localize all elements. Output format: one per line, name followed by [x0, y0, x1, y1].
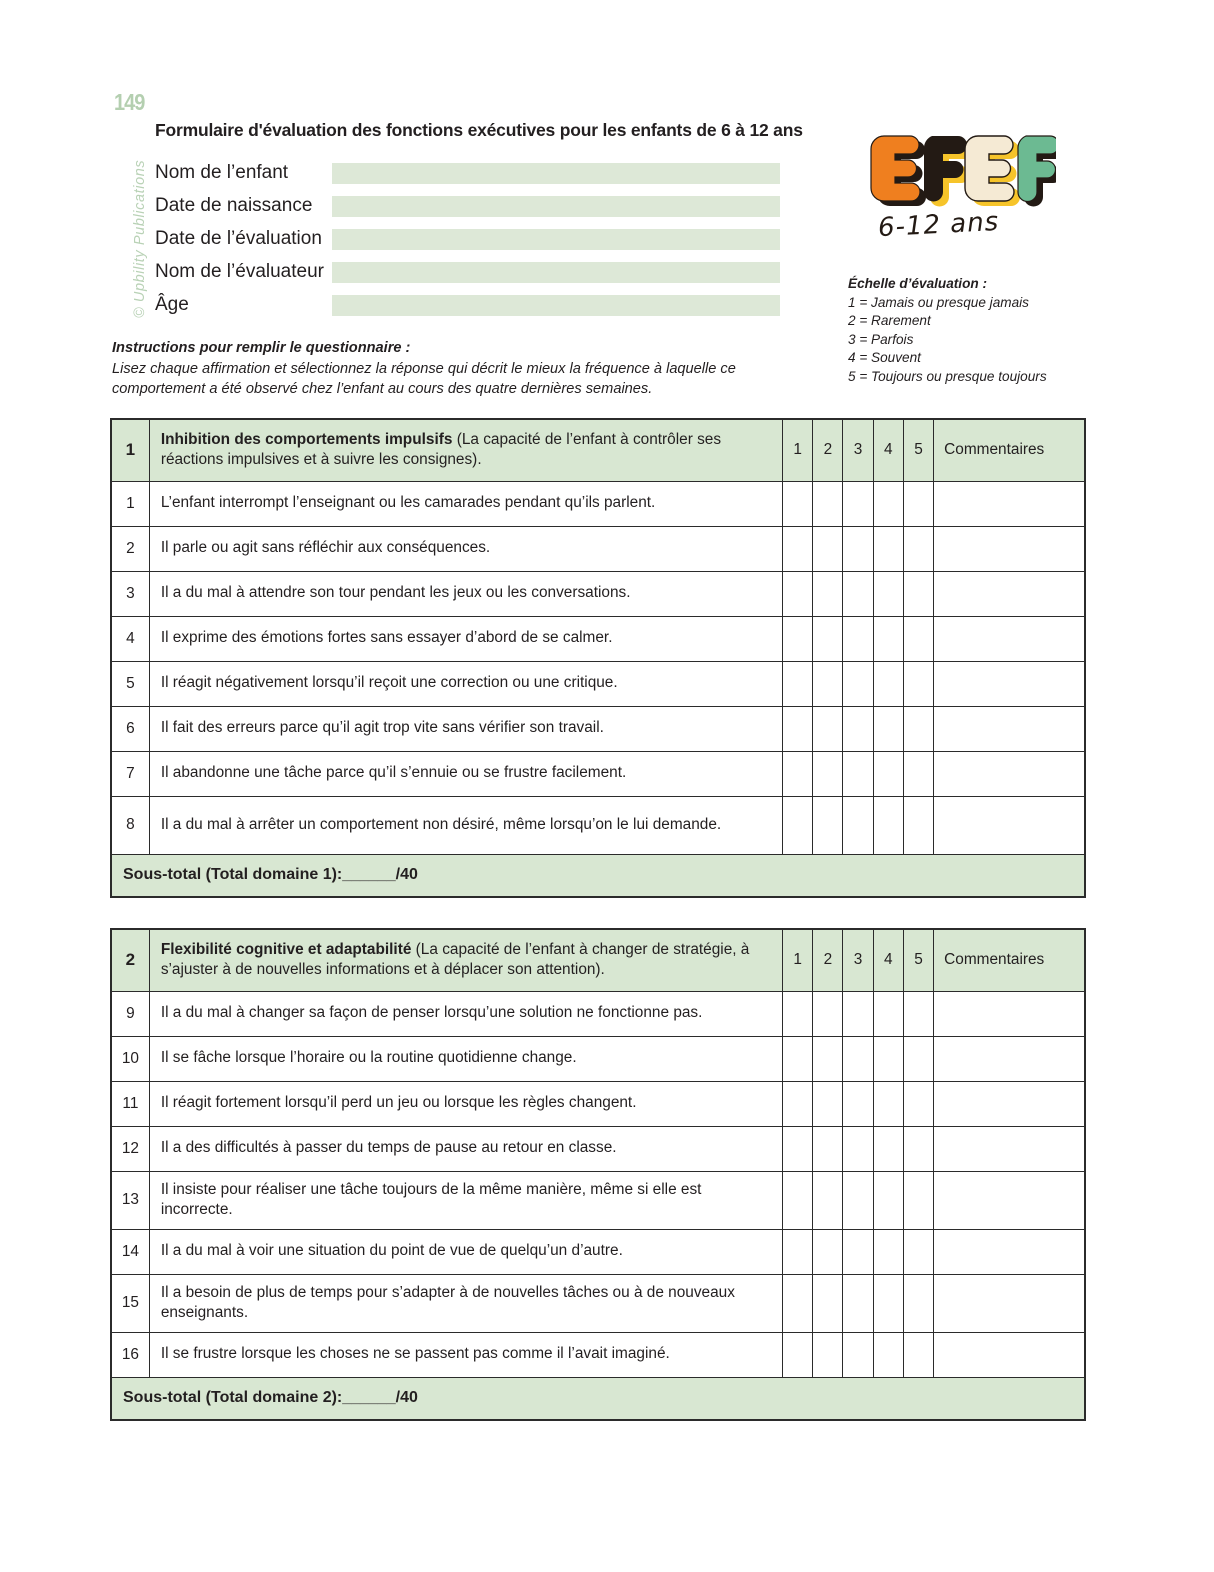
rating-checkbox-3[interactable] [843, 616, 873, 661]
rating-checkbox-3[interactable] [843, 1036, 873, 1081]
rating-scale-line: 5 = Toujours ou presque toujours [848, 369, 1047, 385]
side-rail [108, 92, 154, 332]
rating-checkbox-3[interactable] [843, 1274, 873, 1332]
table-row [111, 661, 1085, 706]
table-row [111, 1229, 1085, 1274]
logo-letter-e-orange [871, 136, 926, 206]
rating-checkbox-2[interactable] [813, 1036, 843, 1081]
identity-field-row [155, 224, 780, 255]
item-statement: Il exprime des émotions fortes sans essayer d’abord de se calmer. [160, 629, 613, 647]
item-statement-cell [149, 991, 782, 1036]
rating-checkbox-1[interactable] [783, 1126, 813, 1171]
item-statement: Il parle ou agit sans réfléchir aux conséquences. [160, 539, 491, 557]
rating-checkbox-1[interactable] [783, 1036, 813, 1081]
rating-checkbox-2[interactable] [813, 661, 843, 706]
rating-checkbox-4[interactable] [873, 751, 903, 796]
item-statement-cell [149, 616, 782, 661]
domain-header-row [111, 929, 1085, 991]
item-statement-cell [149, 1126, 782, 1171]
subtotal-row [111, 1377, 1085, 1420]
rating-checkbox-2[interactable] [813, 571, 843, 616]
item-statement: Il a des difficultés à passer du temps de pause au retour en classe. [160, 1139, 617, 1157]
subtotal-label[interactable]: Sous-total (Total domaine 1):______/40 [111, 854, 1085, 897]
domain-description: (La capacité de l’enfant à changer de stratégie, à s’ajuster à de nouvelles informations et à déplacer son attention). [160, 940, 750, 979]
rating-checkbox-5[interactable] [903, 706, 933, 751]
rating-checkbox-5[interactable] [903, 1274, 933, 1332]
rating-column-header-2: 2 [813, 929, 843, 991]
identity-field-input[interactable] [332, 262, 780, 283]
item-statement: Il abandonne une tâche parce qu’il s’ennuie ou se frustre facilement. [160, 764, 627, 782]
item-statement: Il a besoin de plus de temps pour s’adapter à de nouvelles tâches ou à de nouveaux enseignants. [160, 1283, 735, 1321]
table-row [111, 571, 1085, 616]
item-statement-cell [149, 571, 782, 616]
comment-input-cell[interactable] [934, 1332, 1085, 1377]
rating-checkbox-4[interactable] [873, 571, 903, 616]
rating-scale-line: 4 = Souvent [848, 350, 921, 366]
rating-checkbox-2[interactable] [813, 1274, 843, 1332]
rating-checkbox-5[interactable] [903, 616, 933, 661]
item-number: 1 [111, 481, 149, 526]
rating-checkbox-5[interactable] [903, 1171, 933, 1229]
identity-field-row [155, 290, 780, 321]
rating-checkbox-4[interactable] [873, 796, 903, 854]
rating-checkbox-1[interactable] [783, 616, 813, 661]
domain-2-body [111, 929, 1085, 1420]
domain-header-row [111, 419, 1085, 481]
rating-checkbox-4[interactable] [873, 1274, 903, 1332]
identity-field-label: Âge [155, 294, 189, 316]
domain-1-body [111, 419, 1085, 897]
rating-scale-line: 2 = Rarement [848, 313, 931, 329]
table-row [111, 1081, 1085, 1126]
rating-checkbox-2[interactable] [813, 991, 843, 1036]
rating-column-header-3: 3 [843, 929, 873, 991]
rating-column-header-1: 1 [783, 419, 813, 481]
instructions-body: Lisez chaque affirmation et sélectionnez la réponse qui décrit le mieux la fréquence à laquelle ce comportement a été observé chez l’enfant au cours des quatre dernières semaines. [112, 360, 736, 398]
rating-checkbox-2[interactable] [813, 751, 843, 796]
rating-checkbox-3[interactable] [843, 991, 873, 1036]
rating-checkbox-4[interactable] [873, 526, 903, 571]
item-number: 14 [111, 1229, 149, 1274]
comment-input-cell[interactable] [934, 481, 1085, 526]
rating-column-header-2: 2 [813, 419, 843, 481]
comment-input-cell[interactable] [934, 706, 1085, 751]
table-row [111, 1126, 1085, 1171]
domain-number: 2 [111, 929, 149, 991]
rating-checkbox-2[interactable] [813, 1126, 843, 1171]
comment-input-cell[interactable] [934, 1171, 1085, 1229]
rating-checkbox-2[interactable] [813, 706, 843, 751]
rating-column-header-3: 3 [843, 419, 873, 481]
item-statement: Il réagit fortement lorsqu’il perd un jeu ou lorsque les règles changent. [160, 1094, 637, 1112]
rating-checkbox-2[interactable] [813, 526, 843, 571]
rating-checkbox-5[interactable] [903, 751, 933, 796]
instructions-title: Instructions pour remplir le questionnaire : [112, 340, 411, 356]
rating-checkbox-1[interactable] [783, 1274, 813, 1332]
item-statement: Il se frustre lorsque les choses ne se passent pas comme il l’avait imaginé. [160, 1345, 670, 1363]
rating-checkbox-4[interactable] [873, 661, 903, 706]
identity-field-label: Nom de l’évaluateur [155, 261, 324, 283]
comment-input-cell[interactable] [934, 796, 1085, 854]
subtotal-label[interactable]: Sous-total (Total domaine 2):______/40 [111, 1377, 1085, 1420]
table-row [111, 1332, 1085, 1377]
comment-input-cell[interactable] [934, 1274, 1085, 1332]
item-statement-cell [149, 526, 782, 571]
table-row [111, 1274, 1085, 1332]
rating-checkbox-3[interactable] [843, 1229, 873, 1274]
comment-input-cell[interactable] [934, 1126, 1085, 1171]
item-statement-cell [149, 1332, 782, 1377]
rating-scale-legend [848, 275, 1108, 387]
subtotal-row [111, 854, 1085, 897]
identity-field-input[interactable] [332, 229, 780, 250]
item-number: 11 [111, 1081, 149, 1126]
rating-column-header-5: 5 [903, 929, 933, 991]
identity-field-input[interactable] [332, 295, 780, 316]
rating-checkbox-2[interactable] [813, 616, 843, 661]
rating-checkbox-4[interactable] [873, 481, 903, 526]
rating-checkbox-3[interactable] [843, 571, 873, 616]
rating-column-header-5: 5 [903, 419, 933, 481]
table-row [111, 796, 1085, 854]
item-number: 16 [111, 1332, 149, 1377]
table-row [111, 481, 1085, 526]
rating-column-header-4: 4 [873, 929, 903, 991]
rating-checkbox-4[interactable] [873, 991, 903, 1036]
identity-field-row [155, 158, 780, 189]
rating-scale-line: 1 = Jamais ou presque jamais [848, 294, 1029, 310]
comment-input-cell[interactable] [934, 1229, 1085, 1274]
page-number: 149 [114, 90, 145, 116]
rating-checkbox-3[interactable] [843, 526, 873, 571]
item-number: 13 [111, 1171, 149, 1229]
rating-column-header-1: 1 [783, 929, 813, 991]
item-number: 6 [111, 706, 149, 751]
rating-checkbox-3[interactable] [843, 706, 873, 751]
logo-letter-e-cream [965, 136, 1020, 206]
rating-checkbox-4[interactable] [873, 706, 903, 751]
table-row [111, 1171, 1085, 1229]
item-statement: Il a du mal à arrêter un comportement non désiré, même lorsqu’on le lui demande. [160, 815, 722, 833]
rating-checkbox-2[interactable] [813, 1229, 843, 1274]
rating-checkbox-1[interactable] [783, 526, 813, 571]
identity-field-label: Date de naissance [155, 195, 313, 217]
comment-input-cell[interactable] [934, 751, 1085, 796]
rating-checkbox-5[interactable] [903, 661, 933, 706]
rating-checkbox-1[interactable] [783, 991, 813, 1036]
page-title: Formulaire d'évaluation des fonctions exécutives pour les enfants de 6 à 12 ans [155, 120, 803, 140]
rating-checkbox-3[interactable] [843, 481, 873, 526]
item-statement: Il réagit négativement lorsqu’il reçoit une correction ou une critique. [160, 674, 618, 692]
rating-checkbox-3[interactable] [843, 1126, 873, 1171]
rating-checkbox-4[interactable] [873, 1229, 903, 1274]
item-statement-cell [149, 1171, 782, 1229]
table-row [111, 991, 1085, 1036]
rating-checkbox-1[interactable] [783, 706, 813, 751]
rating-checkbox-1[interactable] [783, 571, 813, 616]
rating-checkbox-1[interactable] [783, 1081, 813, 1126]
identity-field-input[interactable] [332, 163, 780, 184]
rating-checkbox-5[interactable] [903, 526, 933, 571]
rating-column-header-4: 4 [873, 419, 903, 481]
item-statement: Il fait des erreurs parce qu’il agit trop vite sans vérifier son travail. [160, 719, 604, 737]
rating-scale-line: 3 = Parfois [848, 331, 914, 347]
table-row [111, 706, 1085, 751]
domain-description: (La capacité de l’enfant à contrôler ses réactions impulsives et à suivre les consignes). [160, 430, 722, 469]
rating-checkbox-5[interactable] [903, 1229, 933, 1274]
rating-checkbox-3[interactable] [843, 1171, 873, 1229]
domain-1-table [110, 418, 1086, 898]
rating-scale-title: Échelle d’évaluation : [848, 276, 987, 291]
item-number: 15 [111, 1274, 149, 1332]
efef-logo-svg [856, 120, 1056, 216]
rating-checkbox-4[interactable] [873, 1036, 903, 1081]
identity-field-label: Nom de l’enfant [155, 162, 289, 184]
rating-checkbox-2[interactable] [813, 1081, 843, 1126]
item-number: 3 [111, 571, 149, 616]
item-statement-cell [149, 661, 782, 706]
item-statement: Il a du mal à voir une situation du point de vue de quelqu’un d’autre. [160, 1242, 623, 1260]
comments-column-header: Commentaires [934, 419, 1085, 481]
rating-checkbox-4[interactable] [873, 1126, 903, 1171]
rating-checkbox-5[interactable] [903, 991, 933, 1036]
item-statement-cell [149, 706, 782, 751]
efef-logo [856, 120, 1056, 260]
rating-checkbox-5[interactable] [903, 1332, 933, 1377]
item-number: 5 [111, 661, 149, 706]
rating-checkbox-4[interactable] [873, 616, 903, 661]
comments-column-header: Commentaires [934, 929, 1085, 991]
item-number: 9 [111, 991, 149, 1036]
item-number: 2 [111, 526, 149, 571]
item-statement: Il se fâche lorsque l’horaire ou la routine quotidienne change. [160, 1049, 577, 1067]
domain-number: 1 [111, 419, 149, 481]
item-number: 8 [111, 796, 149, 854]
rating-checkbox-5[interactable] [903, 571, 933, 616]
domain-title: Inhibition des comportements impulsifs [160, 430, 453, 448]
item-statement-cell [149, 1274, 782, 1332]
instructions-block [112, 338, 802, 400]
identity-field-row [155, 257, 780, 288]
rating-checkbox-1[interactable] [783, 796, 813, 854]
item-number: 7 [111, 751, 149, 796]
item-statement-cell [149, 751, 782, 796]
item-number: 10 [111, 1036, 149, 1081]
rating-checkbox-4[interactable] [873, 1332, 903, 1377]
domain-title-cell [149, 929, 782, 991]
table-row [111, 1036, 1085, 1081]
rating-checkbox-5[interactable] [903, 481, 933, 526]
rating-checkbox-3[interactable] [843, 1081, 873, 1126]
rating-checkbox-1[interactable] [783, 751, 813, 796]
table-row [111, 526, 1085, 571]
item-statement: Il insiste pour réaliser une tâche toujours de la même manière, même si elle est incorrecte. [160, 1180, 702, 1218]
rating-checkbox-5[interactable] [903, 1036, 933, 1081]
rating-checkbox-3[interactable] [843, 796, 873, 854]
domain-title: Flexibilité cognitive et adaptabilité [160, 940, 412, 958]
publisher-credit: © Upbility Publications [132, 159, 148, 318]
identity-fields [155, 158, 780, 323]
comment-input-cell[interactable] [934, 661, 1085, 706]
domain-2-table [110, 928, 1086, 1421]
logo-letter-f-green [1018, 136, 1056, 207]
comment-input-cell[interactable] [934, 571, 1085, 616]
item-number: 12 [111, 1126, 149, 1171]
comment-input-cell[interactable] [934, 616, 1085, 661]
item-number: 4 [111, 616, 149, 661]
identity-field-input[interactable] [332, 196, 780, 217]
rating-checkbox-1[interactable] [783, 1229, 813, 1274]
comment-input-cell[interactable] [934, 1081, 1085, 1126]
rating-checkbox-2[interactable] [813, 1171, 843, 1229]
item-statement-cell [149, 796, 782, 854]
rating-checkbox-3[interactable] [843, 751, 873, 796]
item-statement-cell [149, 481, 782, 526]
item-statement-cell [149, 1229, 782, 1274]
table-row [111, 751, 1085, 796]
rating-checkbox-3[interactable] [843, 1332, 873, 1377]
item-statement-cell [149, 1036, 782, 1081]
rating-checkbox-1[interactable] [783, 481, 813, 526]
rating-checkbox-2[interactable] [813, 1332, 843, 1377]
rating-checkbox-4[interactable] [873, 1171, 903, 1229]
identity-field-row [155, 191, 780, 222]
rating-checkbox-2[interactable] [813, 796, 843, 854]
identity-field-label: Date de l’évaluation [155, 228, 322, 250]
rating-scale-lines [848, 294, 1108, 387]
rating-checkbox-4[interactable] [873, 1081, 903, 1126]
item-statement-cell [149, 1081, 782, 1126]
item-statement: Il a du mal à changer sa façon de penser lorsqu’une solution ne fonctionne pas. [160, 1004, 703, 1022]
table-row [111, 616, 1085, 661]
comment-input-cell[interactable] [934, 526, 1085, 571]
comment-input-cell[interactable] [934, 1036, 1085, 1081]
item-statement: L’enfant interrompt l’enseignant ou les camarades pendant qu’ils parlent. [160, 494, 656, 512]
rating-checkbox-3[interactable] [843, 661, 873, 706]
domain-title-cell [149, 419, 782, 481]
rating-checkbox-2[interactable] [813, 481, 843, 526]
rating-checkbox-5[interactable] [903, 1126, 933, 1171]
item-statement: Il a du mal à attendre son tour pendant les jeux ou les conversations. [160, 584, 631, 602]
rating-checkbox-5[interactable] [903, 1081, 933, 1126]
rating-checkbox-1[interactable] [783, 661, 813, 706]
rating-checkbox-5[interactable] [903, 796, 933, 854]
rating-checkbox-1[interactable] [783, 1332, 813, 1377]
rating-checkbox-1[interactable] [783, 1171, 813, 1229]
logo-age-range: 6-12 ans [877, 206, 1000, 244]
comment-input-cell[interactable] [934, 991, 1085, 1036]
